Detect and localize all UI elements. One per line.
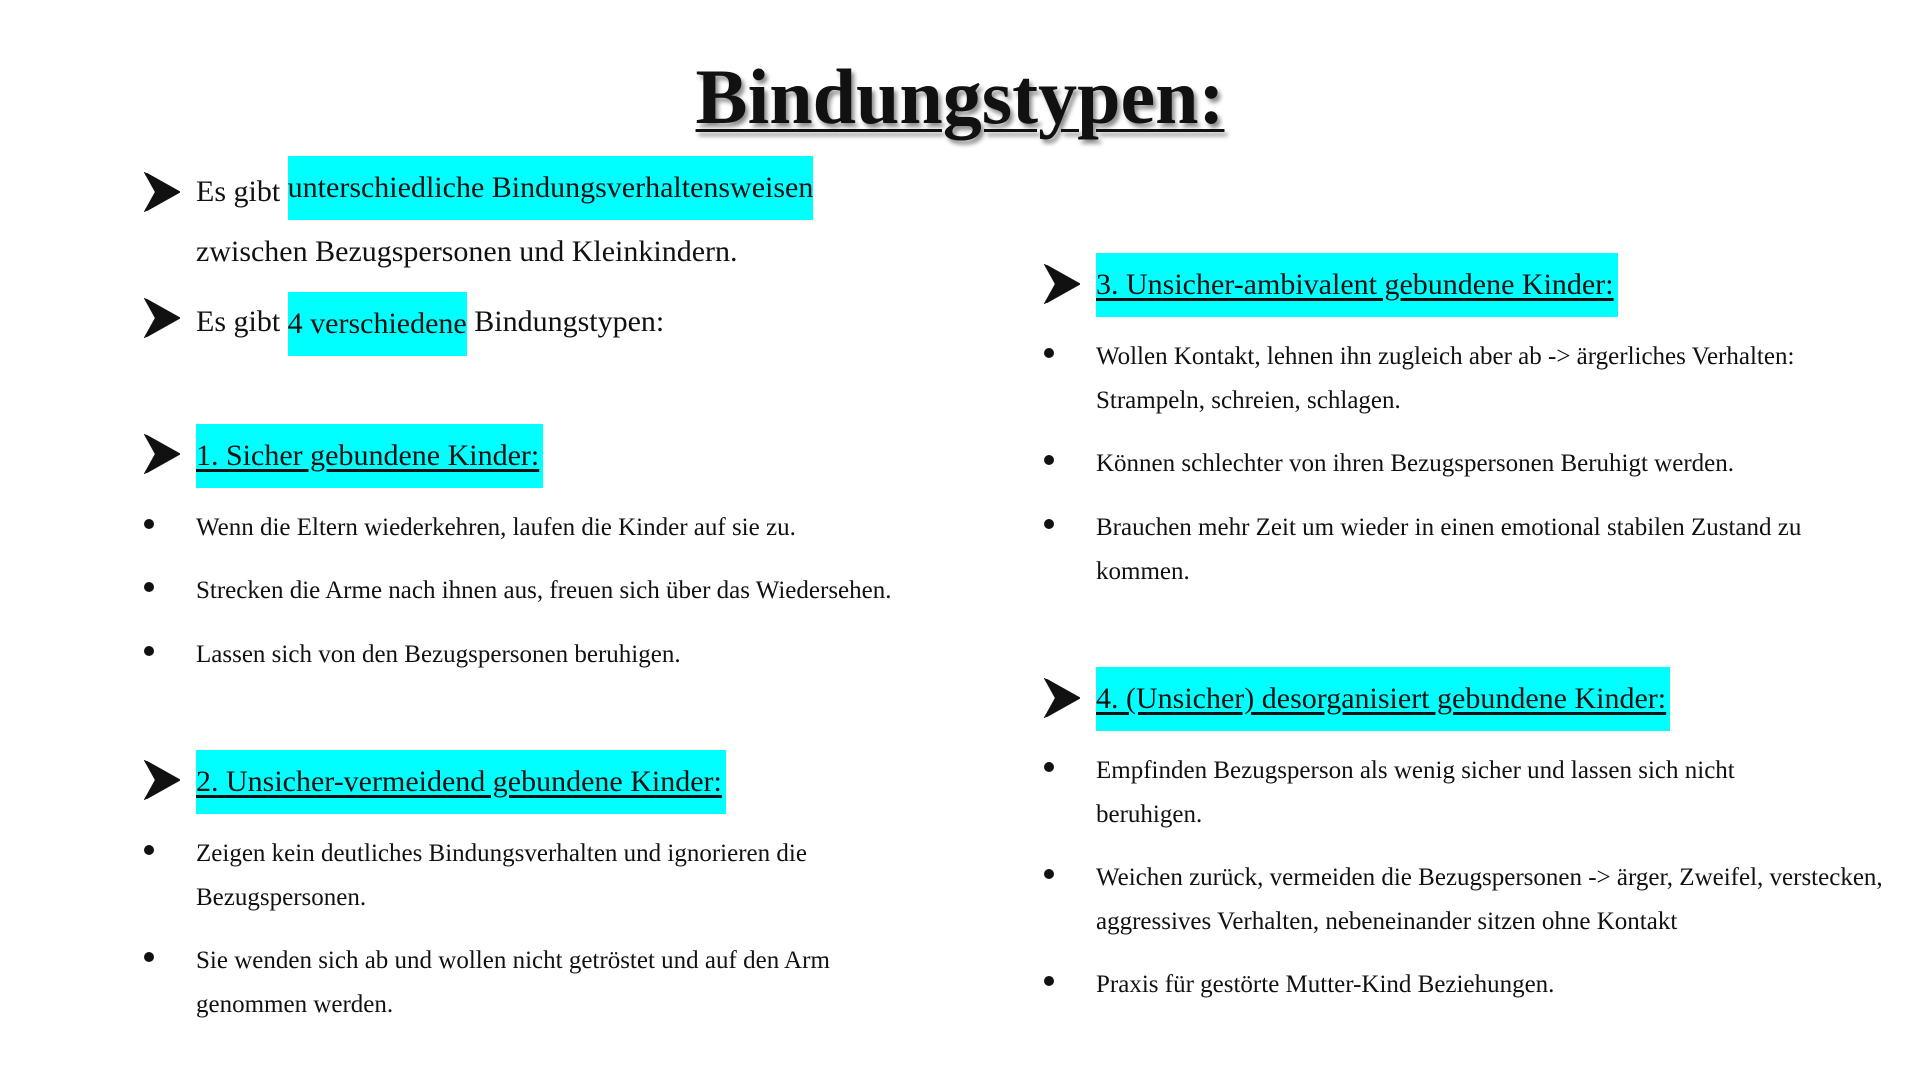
section-heading-disorganized <box>1096 667 1670 731</box>
bullet-dot <box>1044 869 1054 879</box>
bullet-text: Weichen zurück, vermeiden die Bezugspersonen -> ärger, Zweifel, verstecken, aggressives Verhalten, nebeneinander sitzen ohne Kontakt <box>1096 864 1883 935</box>
bullet-dot <box>144 646 154 656</box>
arrow-bullet-icon <box>1044 678 1080 718</box>
intro-line-1 <box>196 168 813 220</box>
bullet-dot <box>1044 519 1054 529</box>
bullet-text: Empfinden Bezugsperson als wenig sicher und lassen sich nicht beruhigen. <box>1096 757 1735 828</box>
arrow-bullet-icon <box>1044 264 1080 304</box>
section-heading-text: 4. (Unsicher) desorganisiert gebundene Kinder: <box>1096 682 1667 715</box>
bullet-dot <box>1044 976 1054 986</box>
section-heading-text: 2. Unsicher-vermeidend gebundene Kinder: <box>196 765 722 798</box>
section-heading-text: 3. Unsicher-ambivalent gebundene Kinder: <box>1096 268 1614 301</box>
bullet-text: Zeigen kein deutliches Bindungsverhalten und ignorieren die Bezugspersonen. <box>196 840 807 911</box>
bullet-text: Praxis für gestörte Mutter-Kind Beziehungen. <box>1096 971 1555 998</box>
bullet-dot <box>1044 762 1054 772</box>
bullet-text: Brauchen mehr Zeit um wieder in einen emotional stabilen Zustand zu kommen. <box>1096 514 1802 585</box>
bullet-dot <box>144 582 154 592</box>
arrow-bullet-icon <box>144 434 180 474</box>
bullet-dot <box>1044 455 1054 465</box>
bullet-text: Sie wenden sich ab und wollen nicht getröstet und auf den Arm genommen werden. <box>196 947 830 1018</box>
bullet-dot <box>144 845 154 855</box>
highlight-text: unterschiedliche Bindungsverhaltensweisen <box>288 156 814 220</box>
bullet-text: Können schlechter von ihren Bezugspersonen Beruhigt werden. <box>1096 450 1735 477</box>
arrow-bullet-icon <box>144 172 180 212</box>
bullet-dot <box>1044 348 1054 358</box>
page-title: Bindungstypen: <box>695 53 1225 140</box>
highlight-text: 4 verschiedene <box>288 292 467 356</box>
intro-line-2 <box>196 292 664 356</box>
intro-line-1-prefix: Es gibt <box>196 174 288 208</box>
section-heading-avoidant <box>196 750 726 814</box>
arrow-bullet-icon <box>144 298 180 338</box>
bullet-dot <box>144 519 154 529</box>
section-heading-ambivalent <box>1096 253 1618 317</box>
intro-line-2-prefix: Es gibt <box>196 304 288 338</box>
intro-line-1-continuation: zwischen Bezugspersonen und Kleinkindern. <box>196 235 738 268</box>
bullet-dot <box>144 952 154 962</box>
bullet-text: Wenn die Eltern wiederkehren, laufen die Kinder auf sie zu. <box>196 514 796 541</box>
intro-line-2-suffix: Bindungstypen: <box>466 304 665 338</box>
section-heading-text: 1. Sicher gebundene Kinder: <box>196 439 540 472</box>
arrow-bullet-icon <box>144 760 180 800</box>
bullet-text: Strecken die Arme nach ihnen aus, freuen sich über das Wiedersehen. <box>196 577 892 604</box>
bullet-text: Lassen sich von den Bezugspersonen beruhigen. <box>196 641 681 668</box>
bullet-text: Wollen Kontakt, lehnen ihn zugleich aber ab -> ärgerliches Verhalten: Strampeln, schreien, schlagen. <box>1096 343 1795 414</box>
section-heading-secure <box>196 424 543 488</box>
